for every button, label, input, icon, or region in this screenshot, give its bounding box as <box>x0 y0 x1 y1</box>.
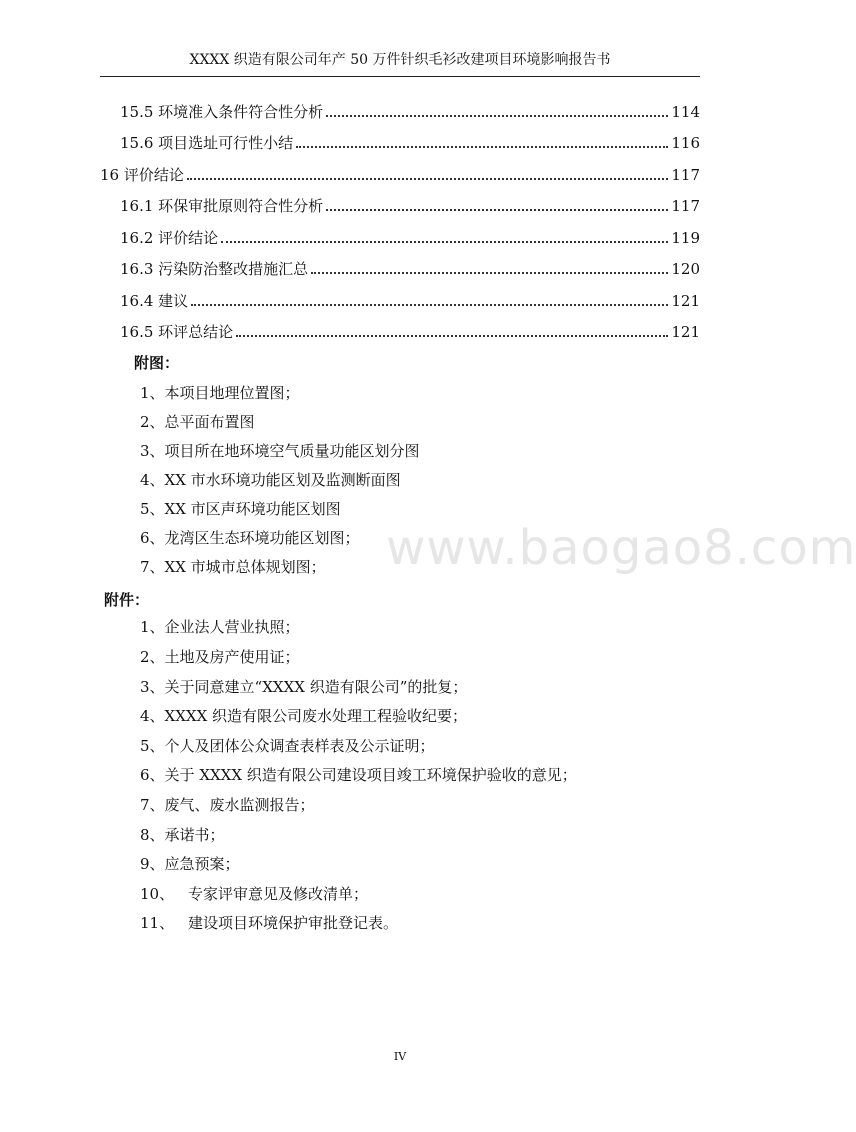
item-number: 5、 <box>140 737 165 755</box>
item-number: 2、 <box>140 413 165 431</box>
attachment-item <box>140 913 398 933</box>
header-title: XXXX 织造有限公司年产 50 万件针织毛衫改建项目环境影响报告书 <box>189 52 611 68</box>
item-number: 4、 <box>140 471 165 489</box>
attachment-item <box>140 825 225 845</box>
item-number: 3、 <box>140 678 165 696</box>
figure-item <box>140 412 255 432</box>
item-text: 专家评审意见及修改清单； <box>188 885 369 903</box>
item-number: 9、 <box>140 855 165 873</box>
item-text: 本项目地理位置图； <box>164 384 300 402</box>
item-text: 建设项目环境保护审批登记表。 <box>188 914 399 932</box>
attachment-item <box>140 795 315 815</box>
toc-page: 119 <box>671 229 700 247</box>
toc-leader <box>221 240 668 243</box>
item-text: 承诺书； <box>164 826 225 844</box>
item-text: XX 市区声环境功能区划图 <box>164 500 341 518</box>
toc-page: 120 <box>671 260 700 278</box>
toc-page: 121 <box>671 292 700 310</box>
item-number: 5、 <box>140 500 165 518</box>
toc-leader <box>326 208 668 211</box>
toc-label: 15.5 环境准入条件符合性分析 <box>120 103 324 121</box>
page-number: IV <box>393 1050 407 1063</box>
item-text: 个人及团体公众调查表样表及公示证明； <box>164 737 435 755</box>
item-number: 10、 <box>140 885 175 903</box>
figures-title: 附图： <box>134 354 180 372</box>
attachments-title: 附件： <box>104 591 150 609</box>
item-number: 6、 <box>140 529 165 547</box>
toc-entry[interactable] <box>120 133 700 153</box>
item-text: 土地及房产使用证； <box>164 648 300 666</box>
toc-entry[interactable] <box>100 165 700 185</box>
item-number: 4、 <box>140 707 165 725</box>
toc-label: 16.5 环评总结论 <box>120 323 234 341</box>
figure-item <box>140 383 300 403</box>
item-text: 关于 XXXX 织造有限公司建设项目竣工环境保护验收的意见； <box>164 766 577 784</box>
toc-entry[interactable] <box>120 322 700 342</box>
toc-page: 117 <box>671 197 700 215</box>
item-text: 关于同意建立“XXXX 织造有限公司”的批复； <box>164 678 468 696</box>
attachment-item <box>140 617 300 637</box>
figure-item <box>140 441 420 461</box>
toc-page: 117 <box>671 166 700 184</box>
attachment-item <box>140 677 467 697</box>
item-number: 8、 <box>140 826 165 844</box>
figure-item <box>140 499 341 519</box>
toc-page: 116 <box>671 134 700 152</box>
toc-label: 16.3 污染防治整改措施汇总 <box>120 260 309 278</box>
item-text: 龙湾区生态环境功能区划图； <box>164 529 360 547</box>
attachment-item <box>140 706 467 726</box>
item-text: XXXX 织造有限公司废水处理工程验收纪要； <box>164 707 468 725</box>
item-text: 总平面布置图 <box>164 413 255 431</box>
attachment-item <box>140 736 435 756</box>
figure-item <box>140 528 360 548</box>
header-rule <box>100 76 700 77</box>
item-text: 企业法人营业执照； <box>164 618 300 636</box>
toc-entry[interactable] <box>120 196 700 216</box>
toc-entry[interactable] <box>120 228 700 248</box>
item-text: XX 市水环境功能区划及监测断面图 <box>164 471 401 489</box>
watermark: www.baogao8.com <box>386 520 856 576</box>
item-text: 项目所在地环境空气质量功能区划分图 <box>164 442 420 460</box>
item-text: 应急预案； <box>164 855 240 873</box>
item-number: 6、 <box>140 766 165 784</box>
toc-label: 16.1 环保审批原则符合性分析 <box>120 197 324 215</box>
toc-leader <box>236 334 668 337</box>
figure-item <box>140 557 326 577</box>
toc-page: 121 <box>671 323 700 341</box>
item-number: 2、 <box>140 648 165 666</box>
toc-label: 16 评价结论 <box>100 166 184 184</box>
item-text: XX 市城市总体规划图； <box>164 558 326 576</box>
toc-label: 16.2 评价结论 <box>120 229 219 247</box>
toc-leader <box>296 145 668 148</box>
item-text: 废气、废水监测报告； <box>164 796 315 814</box>
toc-leader <box>187 177 669 180</box>
item-number: 1、 <box>140 618 165 636</box>
toc-leader <box>326 114 668 117</box>
item-number: 1、 <box>140 384 165 402</box>
toc-leader <box>191 303 668 306</box>
toc-entry[interactable] <box>120 291 700 311</box>
toc-label: 16.4 建议 <box>120 292 189 310</box>
figure-item <box>140 470 401 490</box>
toc-entry[interactable] <box>120 259 700 279</box>
item-number: 11、 <box>140 914 175 932</box>
item-number: 3、 <box>140 442 165 460</box>
toc-leader <box>311 271 668 274</box>
attachment-item <box>140 884 368 904</box>
item-number: 7、 <box>140 796 165 814</box>
toc-entry[interactable] <box>120 102 700 122</box>
attachment-item <box>140 647 300 667</box>
attachment-item <box>140 854 240 874</box>
attachment-item <box>140 765 577 785</box>
toc-page: 114 <box>671 103 700 121</box>
toc-label: 15.6 项目选址可行性小结 <box>120 134 294 152</box>
item-number: 7、 <box>140 558 165 576</box>
